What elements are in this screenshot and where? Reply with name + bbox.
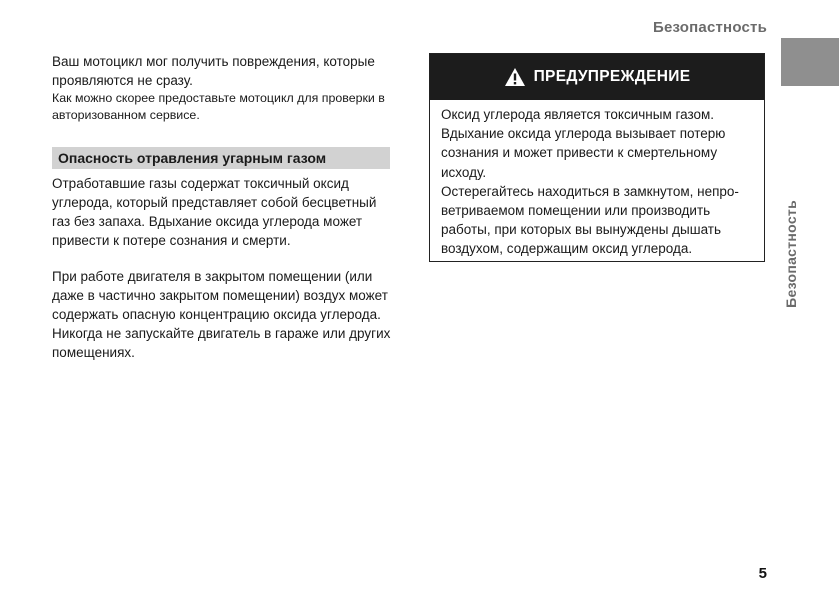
side-section-label: Безопастность bbox=[783, 200, 799, 308]
warning-header bbox=[430, 54, 764, 100]
left-column bbox=[52, 52, 392, 362]
intro-note: Как можно скорее предоставьте мотоцикл для проверки в авторизованном сервисе. bbox=[52, 91, 385, 122]
intro-text: Ваш мотоцикл мог получить повреждения, которые проявляются не сразу. bbox=[52, 54, 375, 88]
body-paragraph-2: При работе двигателя в закрытом помещении (или даже в частично закрытом помещении) воздух может содержать опасную концентрацию оксида углерода. Никогда не запускайте двигатель в гараже или других помещениях. bbox=[52, 269, 391, 360]
section-heading: Опасность отравления угарным газом bbox=[52, 147, 390, 169]
warning-body bbox=[430, 100, 764, 259]
page-number: 5 bbox=[758, 565, 767, 582]
warning-triangle-icon bbox=[504, 67, 526, 87]
warning-text-1: Оксид углерода является токсичным газом. Вдыхание оксида углерода вызывает потерю сознания и может привести к смертельному исходу. bbox=[441, 107, 726, 180]
side-tab-marker bbox=[781, 38, 839, 86]
warning-title: ПРЕДУПРЕЖДЕНИЕ bbox=[533, 68, 691, 85]
warning-text-2: Остерегайтесь находиться в замкнутом, непро-ветриваемом помещении или производить работы, при которых вы вынуждены дышать воздухом, содержащим оксид углерода. bbox=[441, 183, 739, 257]
running-header: Безопастность bbox=[653, 19, 767, 36]
body-paragraph-1: Отработавшие газы содержат токсичный оксид углерода, который представляет собой бесцветный газ без запаха. Вдыхание оксида углерода может привести к потере сознания и смерти. bbox=[52, 176, 377, 248]
warning-box bbox=[429, 53, 765, 262]
